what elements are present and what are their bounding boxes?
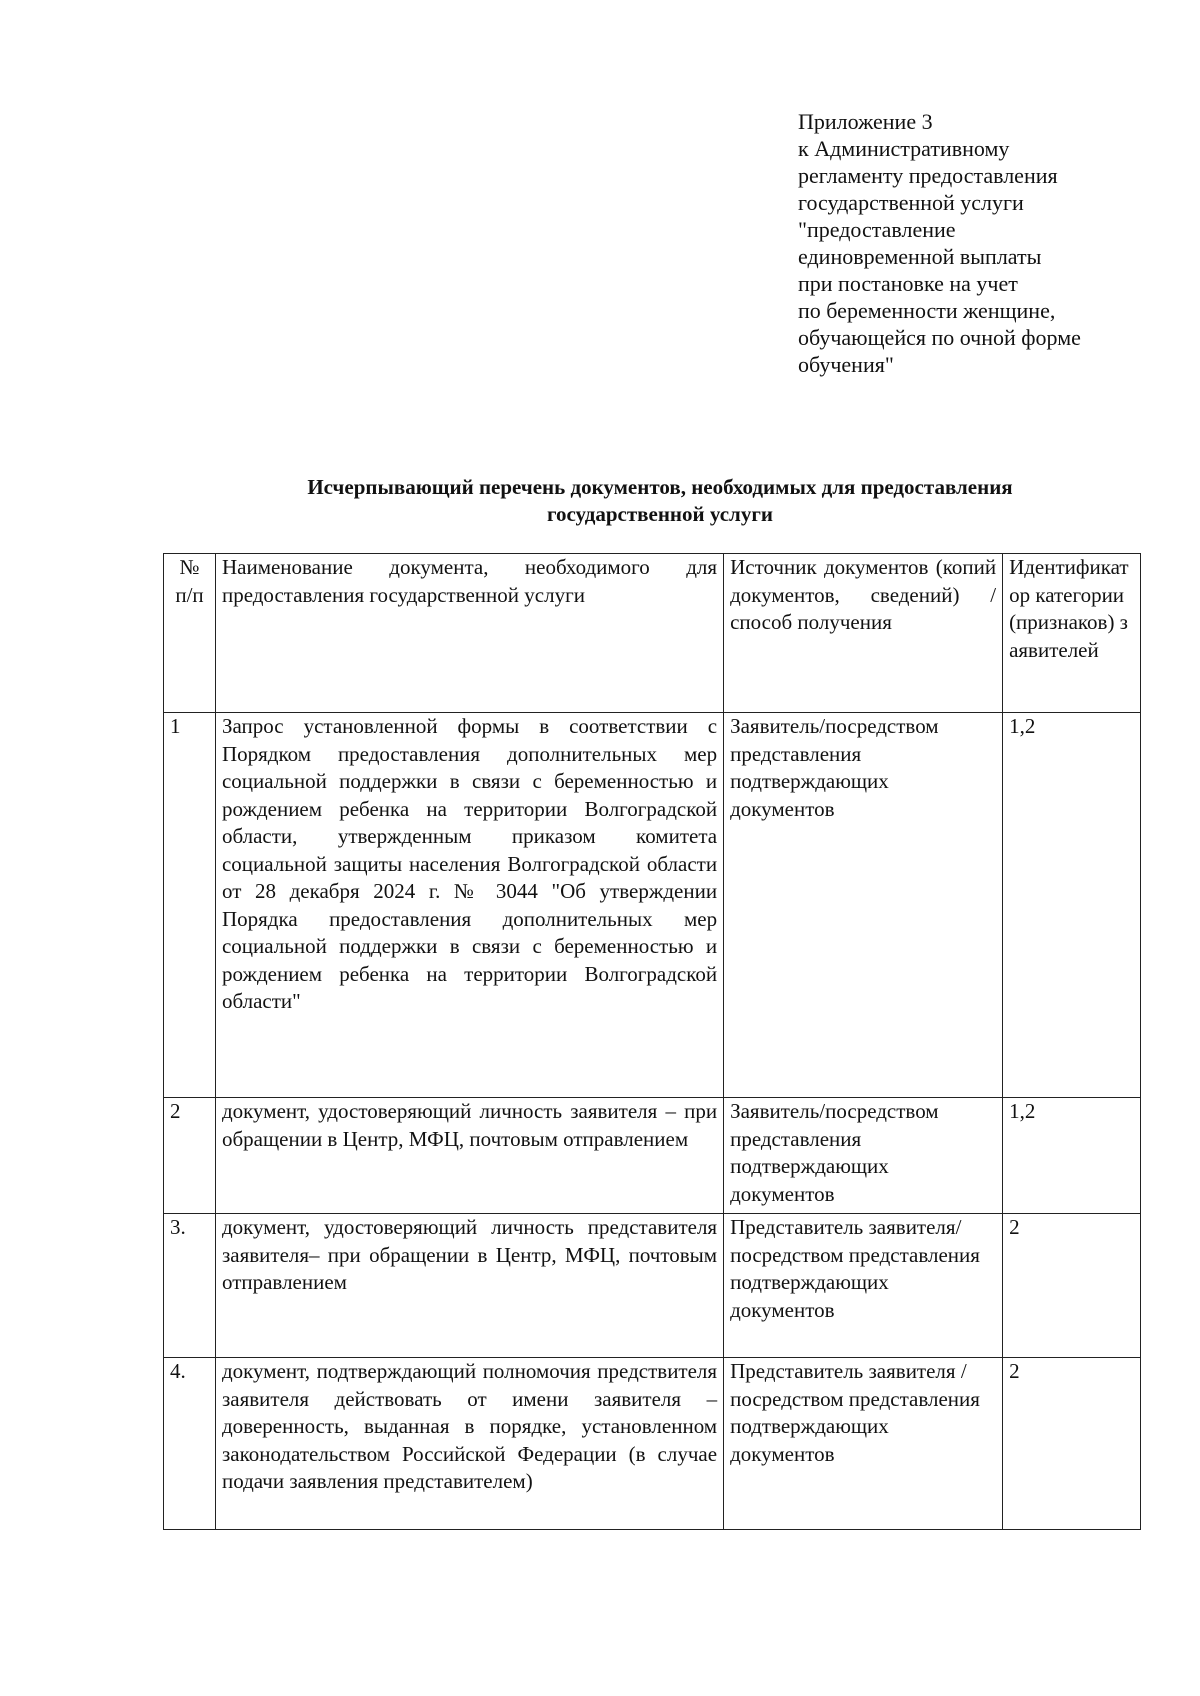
appendix-line: государственной услуги [798, 190, 1024, 215]
document-title-line-2: государственной услуги [547, 502, 773, 526]
header-source: Источник документов (копий документов, сведений) / способ получения [724, 554, 1003, 713]
header-identifier: Идентификатор категории (признаков) заявителей [1003, 554, 1141, 713]
row-source: Представитель заявителя /посредством представления подтверждающих документов [724, 1358, 1003, 1530]
appendix-line: при постановке на учет [798, 271, 1018, 296]
documents-table [163, 553, 1141, 1530]
header-document-name: Наименование документа, необходимого для предоставления государственной услуги [215, 554, 723, 713]
appendix-line: "предоставление [798, 217, 956, 242]
table-row [164, 1358, 1141, 1530]
appendix-block [798, 108, 1168, 378]
row-number: 2 [164, 1098, 216, 1214]
appendix-line: единовременной выплаты [798, 244, 1042, 269]
table-header-row [164, 554, 1141, 713]
row-source: Представитель заявителя/посредством представления подтверждающих документов [724, 1214, 1003, 1358]
document-title-line-1: Исчерпывающий перечень документов, необходимых для предоставления [307, 475, 1013, 499]
row-number: 1 [164, 713, 216, 1098]
row-source: Заявитель/посредством представления подтверждающих документов [724, 1098, 1003, 1214]
row-number: 3. [164, 1214, 216, 1358]
appendix-line: к Административному [798, 136, 1010, 161]
table-row [164, 1214, 1141, 1358]
row-document-name: документ, удостоверяющий личность представителя заявителя– при обращении в Центр, МФЦ, почтовым отправлением [215, 1214, 723, 1358]
table-row [164, 713, 1141, 1098]
appendix-line: по беременности женщине, [798, 298, 1056, 323]
row-identifier: 2 [1003, 1214, 1141, 1358]
appendix-line: обучающейся по очной форме [798, 325, 1081, 350]
row-source: Заявитель/посредством представления подтверждающих документов [724, 713, 1003, 1098]
appendix-line: Приложение 3 [798, 109, 933, 134]
appendix-line: регламенту предоставления [798, 163, 1058, 188]
row-identifier: 1,2 [1003, 1098, 1141, 1214]
header-number: № п/п [164, 554, 216, 713]
row-identifier: 2 [1003, 1358, 1141, 1530]
row-number: 4. [164, 1358, 216, 1530]
document-title [160, 474, 1160, 528]
table-row [164, 1098, 1141, 1214]
row-identifier: 1,2 [1003, 713, 1141, 1098]
row-document-name: документ, подтверждающий полномочия предствителя заявителя действовать от имени заявителя – доверенность, выданная в порядке, установленном законодательством Российской Федерации (в случае подачи заявления представителем) [215, 1358, 723, 1530]
appendix-line: обучения" [798, 352, 894, 377]
row-document-name: Запрос установленной формы в соответствии с Порядком предоставления дополнительных мер социальной поддержки в связи с беременностью и рождением ребенка на территории Волгоградской области, утвержденным приказом комитета социальной защиты населения Волгоградской области от 28 декабря 2024 г. № 3044 "Об утверждении Порядка предоставления дополнительных мер социальной поддержки в связи с беременностью и рождением ребенка на территории Волгоградской области" [215, 713, 723, 1098]
row-document-name: документ, удостоверяющий личность заявителя – при обращении в Центр, МФЦ, почтовым отправлением [215, 1098, 723, 1214]
